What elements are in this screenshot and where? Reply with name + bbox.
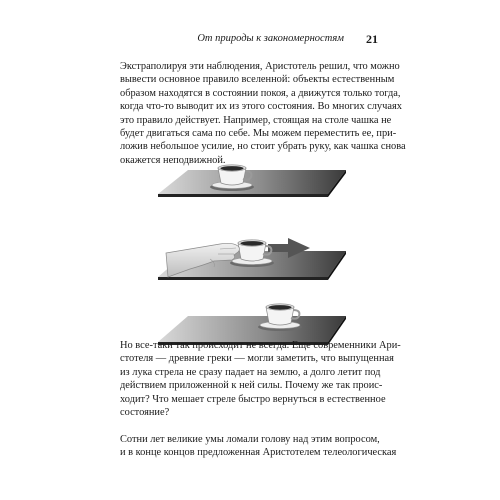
text-line: и в конце концов предложенная Аристотелем телеологическая xyxy=(120,447,397,459)
text-line: когда что-то выводит их из этого состояния. Во многих случаях xyxy=(120,101,402,113)
text-line: образом находятся в состоянии покоя, а движутся только тогда, xyxy=(120,87,401,99)
text-line: Экстраполируя эти наблюдения, Аристотель решил, что можно xyxy=(120,61,400,72)
paragraph-2 xyxy=(120,339,401,419)
text-line: Но все-таки так происходит не всегда. Еще современники Ари- xyxy=(120,340,401,351)
page-number: 21 xyxy=(366,32,378,46)
paragraph-1 xyxy=(120,60,406,167)
text-line: Сотни лет великие умы ломали голову над этим вопросом, xyxy=(120,434,380,445)
text-line: стотеля — древние греки — могли заметить, что выпущенная xyxy=(120,353,394,365)
text-line: окажется неподвижной. xyxy=(120,154,226,166)
text-line: действием приложенной к ней силы. Почему же так проис- xyxy=(120,380,383,392)
paragraph-3 xyxy=(120,433,397,460)
text-line: будет двигаться сама по себе. Мы можем переместить ее, при- xyxy=(120,128,397,140)
illustration-cup-at-rest-1 xyxy=(150,156,350,206)
text-line: состояние? xyxy=(120,407,170,419)
text-line: ходит? Что мешает стреле быстро вернуться в естественное xyxy=(120,393,386,405)
running-title: От природы к закономерностям xyxy=(197,33,344,44)
text-line: вывести основное правило вселенной: объекты естественным xyxy=(120,74,395,86)
running-header xyxy=(120,33,378,53)
illustration-hand-pushing-cup xyxy=(150,229,350,289)
text-line: это правило действует. Например, стоящая на столе чашка не xyxy=(120,114,392,126)
text-line: из лука стрела не сразу падает на землю, а долго летит под xyxy=(120,366,381,378)
text-line: ложив небольшое усилие, но стоит убрать руку, как чашка снова xyxy=(120,141,406,153)
